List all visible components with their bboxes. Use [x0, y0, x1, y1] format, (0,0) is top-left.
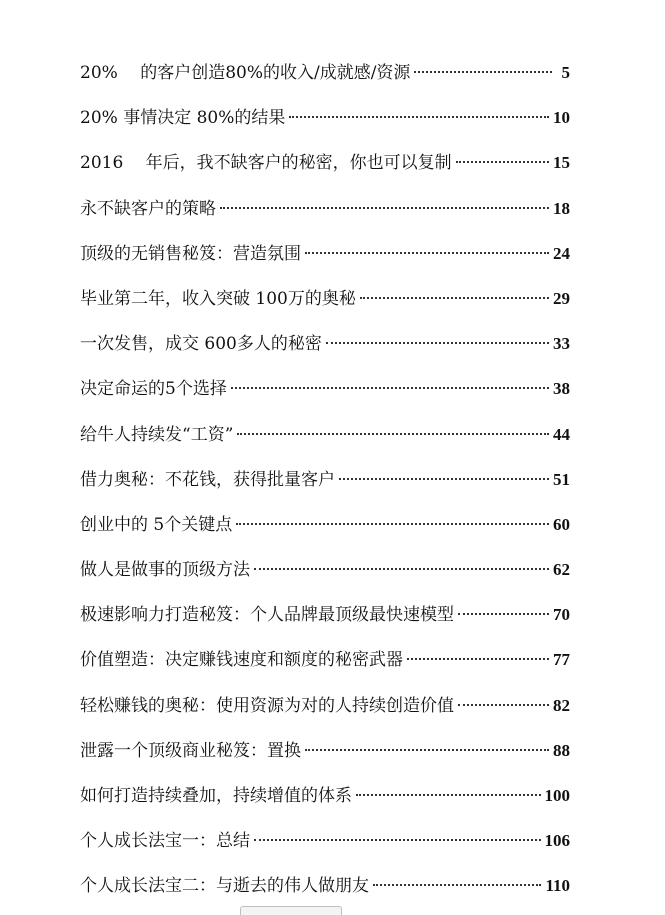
toc-entry-page: 51 [553, 469, 570, 489]
table-of-contents [80, 50, 570, 909]
toc-entry[interactable] [80, 728, 570, 773]
toc-entry-title: 毕业第二年，收入突破 100万的奥秘 [80, 288, 356, 309]
toc-dot-leader [360, 297, 549, 299]
toc-entry-page: 60 [553, 514, 570, 534]
toc-entry[interactable] [80, 683, 570, 728]
toc-entry[interactable] [80, 818, 570, 863]
toc-entry-page: 24 [553, 243, 570, 263]
toc-entry-page: 62 [553, 560, 570, 580]
toc-entry-title: 个人成长法宝一：总结 [80, 831, 250, 852]
page-bottom-tab [240, 906, 342, 915]
toc-entry[interactable] [80, 637, 570, 682]
toc-entry[interactable] [80, 592, 570, 637]
toc-entry-title: 价值塑造：决定赚钱速度和额度的秘密武器 [80, 650, 403, 671]
toc-entry-title: 给牛人持续发“工资” [80, 424, 234, 445]
toc-entry-page: 15 [553, 153, 570, 173]
toc-entry-page: 44 [553, 424, 570, 444]
toc-dot-leader [456, 161, 549, 163]
toc-dot-leader [254, 568, 549, 570]
toc-entry-page: 10 [553, 108, 570, 128]
toc-entry[interactable] [80, 412, 570, 457]
toc-dot-leader [414, 71, 552, 73]
toc-dot-leader [407, 658, 549, 660]
toc-entry-title: 做人是做事的顶级方法 [80, 560, 250, 581]
toc-entry-title: 2016 年后，我不缺客户的秘密，你也可以复制 [80, 153, 452, 174]
toc-entry-title: 轻松赚钱的奥秘：使用资源为对的人持续创造价值 [80, 695, 454, 716]
toc-entry[interactable] [80, 502, 570, 547]
toc-entry-title: 极速影响力打造秘笈：个人品牌最顶级最快速模型 [80, 605, 454, 626]
toc-dot-leader [254, 839, 541, 841]
toc-entry[interactable] [80, 457, 570, 502]
toc-dot-leader [305, 252, 549, 254]
toc-entry[interactable] [80, 366, 570, 411]
toc-entry-page: 29 [553, 288, 570, 308]
toc-entry[interactable] [80, 231, 570, 276]
toc-dot-leader [237, 433, 549, 435]
toc-entry[interactable] [80, 276, 570, 321]
toc-dot-leader [458, 704, 549, 706]
toc-dot-leader [289, 116, 549, 118]
toc-entry-title: 如何打造持续叠加，持续增值的体系 [80, 786, 352, 806]
toc-entry-title: 借力奥秘：不花钱，获得批量客户 [80, 469, 335, 490]
toc-entry[interactable] [80, 140, 570, 185]
toc-dot-leader [305, 749, 549, 751]
toc-dot-leader [356, 794, 541, 796]
toc-entry-title: 20% 事情决定 80%的结果 [80, 108, 286, 129]
toc-entry[interactable] [80, 186, 570, 231]
toc-entry-page: 100 [544, 786, 570, 805]
toc-dot-leader [220, 207, 549, 209]
toc-entry-title: 决定命运的5个选择 [80, 379, 227, 400]
toc-dot-leader [231, 387, 549, 389]
toc-entry-title: 创业中的 5个关键点 [80, 514, 233, 535]
toc-entry[interactable] [80, 547, 570, 592]
toc-entry-page: 110 [545, 876, 570, 896]
toc-entry-title: 泄露一个顶级商业秘笈：置换 [80, 740, 301, 761]
toc-entry-page: 106 [544, 831, 570, 851]
toc-entry[interactable] [80, 50, 570, 95]
toc-entry-title: 20% 的客户创造80%的收入/成就感/资源 [80, 63, 411, 83]
toc-dot-leader [326, 342, 549, 344]
toc-entry-page: 18 [553, 198, 570, 218]
toc-dot-leader [339, 478, 549, 480]
toc-entry[interactable] [80, 321, 570, 366]
toc-entry-page: 5 [561, 63, 570, 82]
toc-dot-leader [373, 884, 541, 886]
toc-entry-page: 77 [553, 650, 570, 670]
toc-dot-leader [236, 523, 549, 525]
toc-entry-title: 永不缺客户的策略 [80, 198, 216, 219]
toc-entry-title: 一次发售，成交 600多人的秘密 [80, 334, 322, 355]
toc-entry-page: 70 [553, 605, 570, 625]
toc-entry[interactable] [80, 863, 570, 908]
toc-entry-page: 82 [553, 695, 570, 715]
toc-entry-page: 38 [553, 379, 570, 399]
toc-entry-title: 顶级的无销售秘笈：营造氛围 [80, 243, 301, 264]
toc-entry-page: 88 [553, 740, 570, 760]
toc-entry-title: 个人成长法宝二：与逝去的伟人做朋友 [80, 876, 369, 897]
toc-dot-leader [458, 613, 549, 615]
toc-entry[interactable] [80, 773, 570, 818]
toc-entry-page: 33 [553, 334, 570, 354]
toc-entry[interactable] [80, 95, 570, 140]
